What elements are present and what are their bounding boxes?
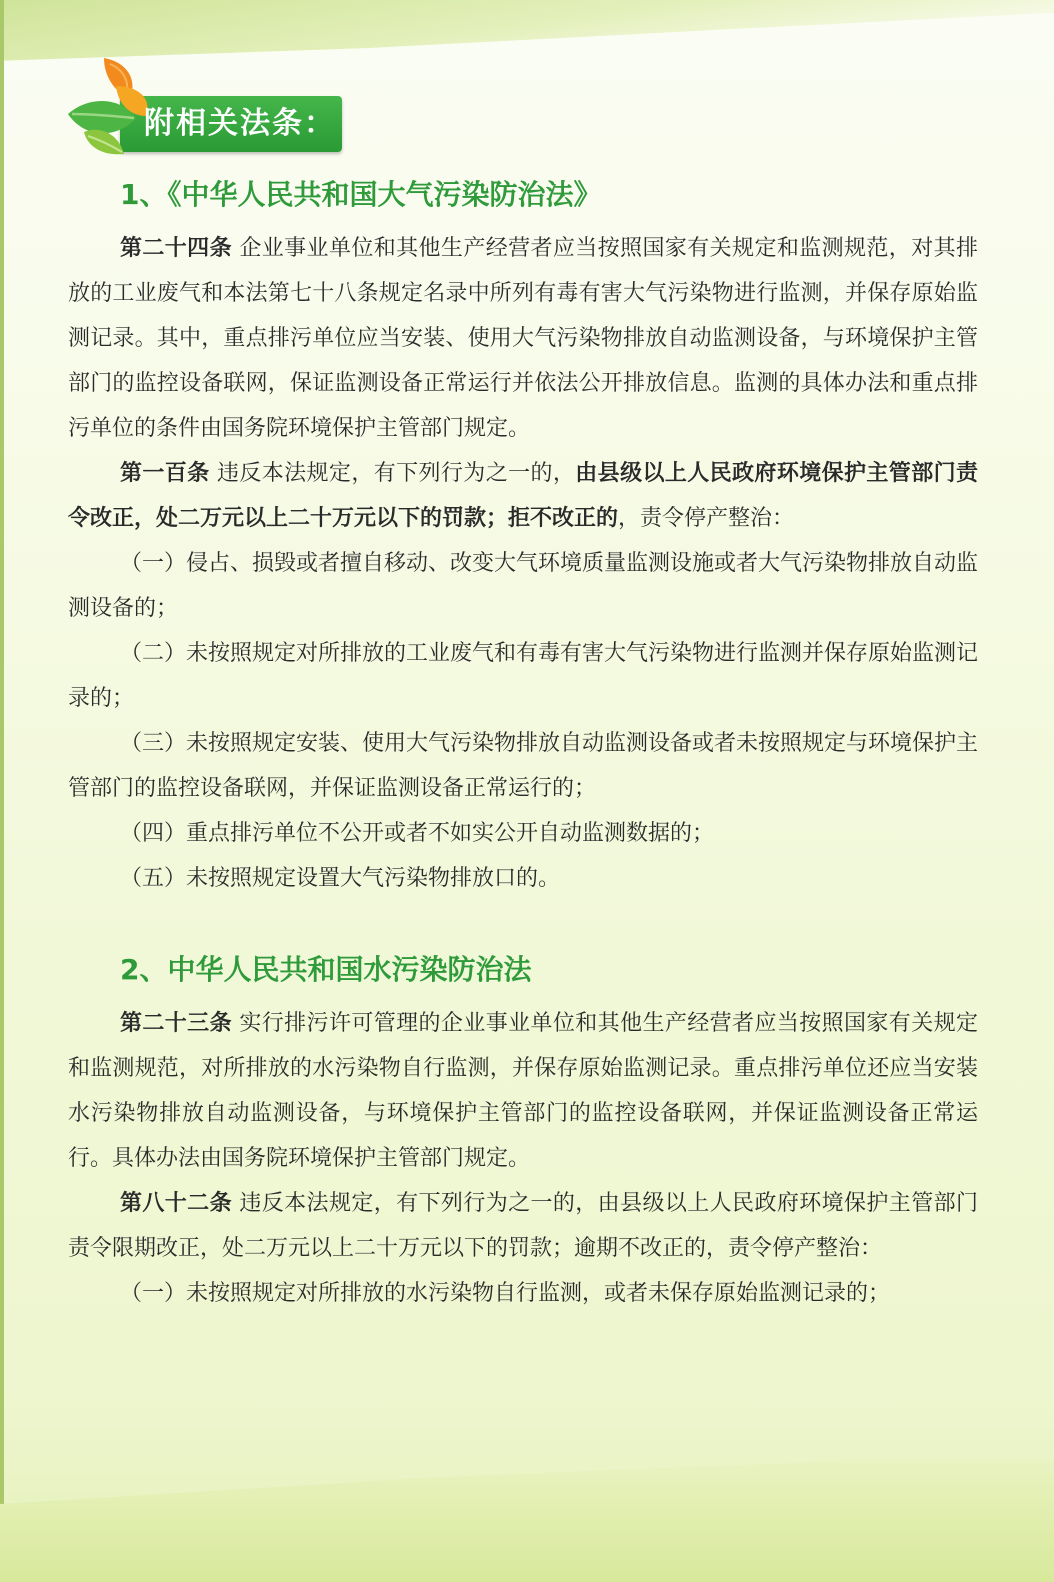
article-text: 实行排污许可管理的企业事业单位和其他生产经营者应当按照国家有关规定和监测规范，对所排放的水污染物自行监测，并保存原始监测记录。重点排污单位还应当安装水污染物排放自动监测设备，与环境保护主管部门的监控设备联网，并保证监测设备正常运行。具体办法由国务院环境保护主管部门规定。 — [68, 1011, 978, 1171]
article-text: 违反本法规定，有下列行为之一的， — [209, 461, 576, 486]
left-edge-stripe — [0, 0, 4, 1582]
section-header-badge — [64, 56, 354, 160]
list-item: （五）未按照规定设置大气污染物排放口的。 — [120, 866, 561, 891]
article-label: 第二十四条 — [120, 236, 232, 261]
leaf-icon — [64, 56, 154, 160]
list-item: （三）未按照规定安装、使用大气污染物排放自动监测设备或者未按照规定与环境保护主管部门的监控设备联网，并保证监测设备正常运行的； — [68, 731, 979, 801]
article-text: 企业事业单位和其他生产经营者应当按照国家有关规定和监测规范，对其排放的工业废气和本法第七十八条规定名录中所列有毒有害大气污染物进行监测，并保存原始监测记录。其中，重点排污单位应当安装、使用大气污染物排放自动监测设备，与环境保护主管部门的监控设备联网，保证监测设备正常运行并依法公开排放信息。监测的具体办法和重点排污单位的条件由国务院环境保护主管部门规定。 — [68, 236, 978, 441]
section-title-water: 2、中华人民共和国水污染防治法 — [120, 953, 532, 986]
section-spacer — [68, 901, 978, 945]
article-label: 第八十二条 — [120, 1191, 232, 1216]
article-text: ，责令停产整治： — [618, 506, 795, 531]
section-title-air: 1、《中华人民共和国大气污染防治法》 — [120, 178, 602, 211]
list-item: （二）未按照规定对所排放的工业废气和有毒有害大气污染物进行监测并保存原始监测记录的； — [68, 641, 979, 711]
list-item: （四）重点排污单位不公开或者不如实公开自动监测数据的； — [120, 821, 715, 846]
article-text: 违反本法规定，有下列行为之一的，由县级以上人民政府环境保护主管部门责令限期改正，处二万元以上二十万元以下的罚款；逾期不改正的，责令停产整治： — [68, 1191, 978, 1261]
article-24 — [68, 226, 978, 451]
badge-label: 附相关法条： — [144, 106, 336, 141]
article-text-bold: 由县级以上人民政府环境保护主管部门责令改正，处二万元以上二十万元以下的罚款；拒不改正的 — [68, 461, 978, 531]
article-label: 第二十三条 — [120, 1011, 232, 1036]
article-82 — [68, 1181, 978, 1271]
list-item: （一）未按照规定对所排放的水污染物自行监测，或者未保存原始监测记录的； — [120, 1281, 891, 1306]
document-body — [68, 170, 978, 1316]
top-decorative-band — [0, 0, 1054, 64]
article-23 — [68, 1001, 978, 1181]
article-100 — [68, 451, 978, 541]
article-label: 第一百条 — [120, 461, 210, 486]
list-item: （一）侵占、损毁或者擅自移动、改变大气环境质量监测设施或者大气污染物排放自动监测设备的； — [68, 551, 979, 621]
bottom-decorative-band — [0, 1452, 1054, 1582]
